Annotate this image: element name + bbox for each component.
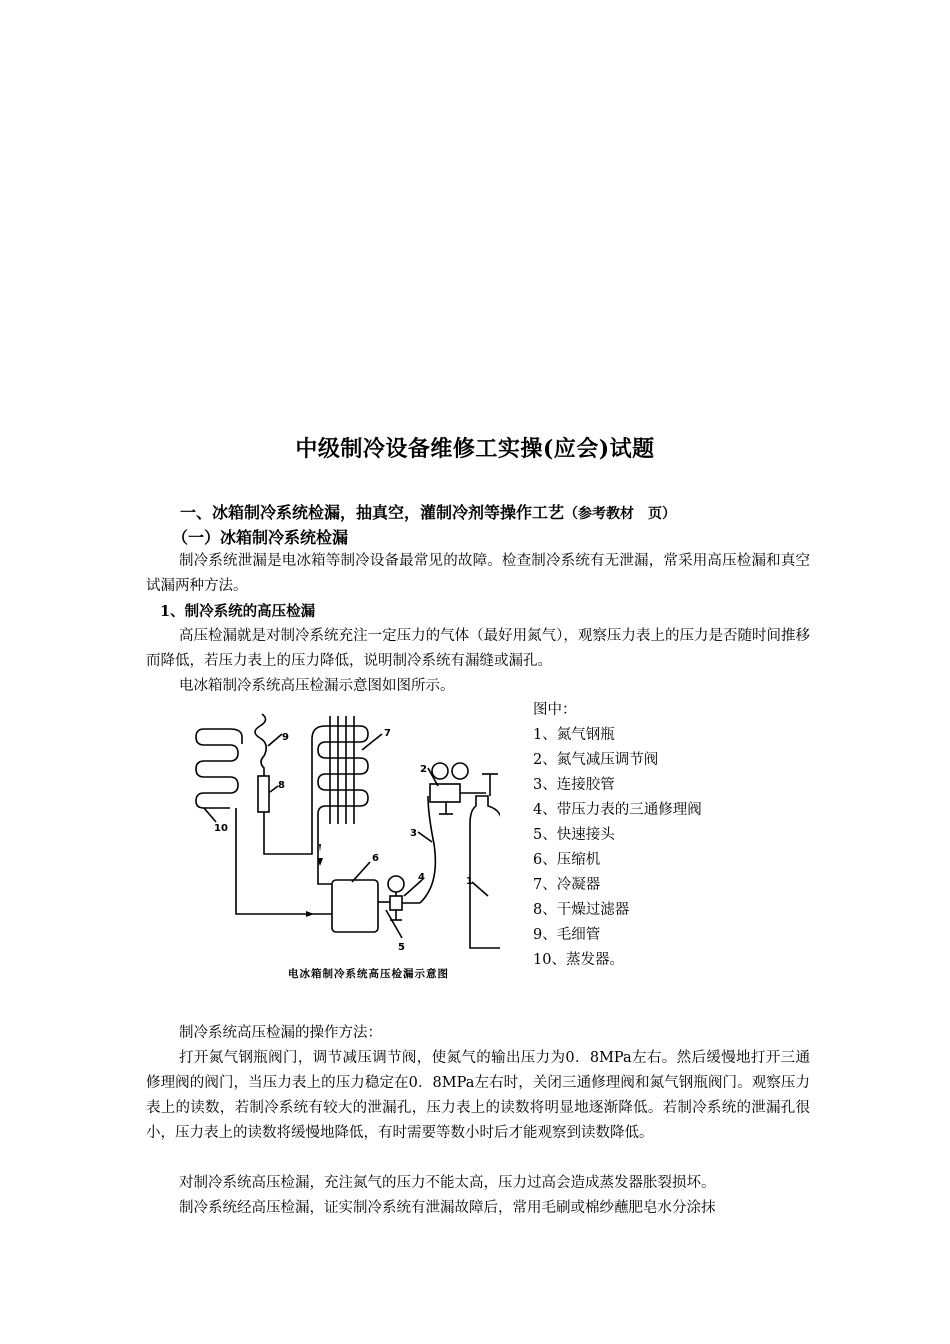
- legend-item: 5、快速接头: [533, 827, 615, 843]
- legend-item: 3、连接胶管: [533, 777, 615, 793]
- method-paragraph: 打开氮气钢瓶阀门，调节减压调节阀，使氮气的输出压力为0．8MPa左右。然后缓慢地打开三通修理阀的阀门，当压力表上的压力稳定在0．8MPa左右时，关闭三通修理阀和氮气钢瓶阀门。观察压力表上的读数，若制冷系统有较大的泄漏孔，压力表上的读数将明显地逐渐降低。若制冷系统的泄漏孔很小，压力表上的读数将缓慢地降低，有时需要等数小时后才能观察到读数降低。: [146, 1050, 810, 1141]
- leak-test-diagram: [190, 704, 500, 989]
- section-heading-text: 一、冰箱制冷系统检漏，抽真空，灌制冷剂等操作工艺: [180, 503, 565, 522]
- legend-item: 10、蒸发器。: [533, 952, 624, 968]
- section-heading: [180, 500, 676, 523]
- high-pressure-definition: 高压检漏就是对制冷系统充注一定压力的气体（最好用氮气），观察压力表上的压力是否随时间推移而降低，若压力表上的压力降低，说明制冷系统有漏缝或漏孔。: [146, 628, 810, 669]
- legend-item: 7、冷凝器: [533, 877, 601, 893]
- label-5: 5: [398, 942, 405, 953]
- label-3: 3: [410, 828, 417, 839]
- soap-test-paragraph: 制冷系统经高压检漏，证实制冷系统有泄漏故障后，常用毛刷或棉纱蘸肥皂水分涂抹: [179, 1200, 716, 1216]
- legend-item: 9、毛细管: [533, 927, 601, 943]
- legend-item: 1、氮气钢瓶: [533, 727, 615, 743]
- page-title: 中级制冷设备维修工实操(应会)试题: [295, 436, 655, 462]
- label-9: 9: [282, 732, 289, 743]
- label-6: 6: [372, 853, 379, 864]
- method-title: 制冷系统高压检漏的操作方法：: [179, 1025, 382, 1041]
- diagram-caption: 电冰箱制冷系统高压检漏示意图: [288, 968, 449, 980]
- intro-paragraph: 制冷系统泄漏是电冰箱等制冷设备最常见的故障。检查制冷系统有无泄漏，常采用高压检漏和真空试漏两种方法。: [146, 553, 810, 594]
- legend-item: 2、氮气减压调节阀: [533, 752, 659, 768]
- caution-paragraph: 对制冷系统高压检漏，充注氮气的压力不能太高，压力过高会造成蒸发器胀裂损坏。: [179, 1175, 716, 1191]
- legend-item: 6、压缩机: [533, 852, 601, 868]
- label-2: 2: [420, 764, 427, 775]
- label-4: 4: [418, 872, 425, 883]
- evaporator-coil: [196, 729, 238, 808]
- legend-title: 图中：: [533, 702, 577, 718]
- section-heading-note: （参考教材 页）: [564, 506, 677, 522]
- label-8: 8: [278, 780, 285, 791]
- high-pressure-heading: 1、制冷系统的高压检漏: [160, 603, 316, 620]
- legend-item: 8、干燥过滤器: [533, 902, 630, 918]
- label-1: 1: [466, 876, 473, 887]
- label-10: 10: [214, 823, 228, 834]
- subsection-heading: （一）冰箱制冷系统检漏: [172, 528, 349, 547]
- diagram-legend: [533, 698, 702, 973]
- legend-item: 4、带压力表的三通修理阀: [533, 802, 702, 818]
- label-7: 7: [384, 728, 391, 739]
- diagram-reference: 电冰箱制冷系统高压检漏示意图如图所示。: [179, 678, 455, 694]
